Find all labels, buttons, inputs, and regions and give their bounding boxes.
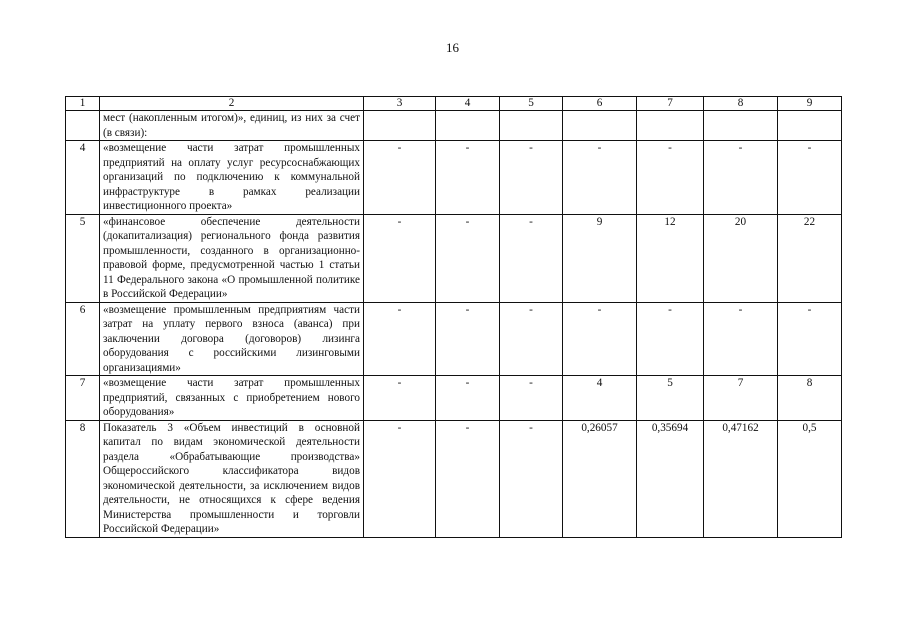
- value-cell: -: [704, 302, 778, 376]
- description-cell: «возмещение части затрат промышленных предприятий, связанных с приобретением нового оборудования»: [100, 376, 364, 421]
- value-cell: 22: [778, 214, 842, 302]
- value-cell: -: [500, 302, 563, 376]
- value-cell: 4: [563, 376, 637, 421]
- description-cell: Показатель 3 «Объем инвестиций в основной капитал по видам экономической деятельности раздела «Обрабатывающие производства» Общероссийского классификатора видов экономической деятельности, за исключением видов деятельности, не относящихся к сфере ведения Министерства промышленности и торговли Российской Федерации»: [100, 420, 364, 537]
- table-row: [66, 141, 842, 215]
- table-body: [66, 97, 842, 538]
- description-cell: мест (накопленным итогом)», единиц, из них за счет (в связи):: [100, 111, 364, 141]
- value-cell: -: [500, 376, 563, 421]
- table-row: [66, 302, 842, 376]
- table-row: [66, 376, 842, 421]
- value-cell: -: [704, 141, 778, 215]
- row-number-cell: 4: [66, 141, 100, 215]
- value-cell: -: [436, 141, 500, 215]
- row-number-cell: 8: [66, 420, 100, 537]
- table-row: [66, 111, 842, 141]
- header-cell: 6: [563, 97, 637, 111]
- value-cell: -: [500, 141, 563, 215]
- header-cell: 7: [637, 97, 704, 111]
- description-cell: «возмещение промышленным предприятиям части затрат на уплату первого взноса (аванса) при заключении договора (договоров) лизинга оборудования с российскими лизинговыми организациями»: [100, 302, 364, 376]
- value-cell: -: [500, 420, 563, 537]
- value-cell: 12: [637, 214, 704, 302]
- value-cell: -: [778, 141, 842, 215]
- value-cell: -: [436, 302, 500, 376]
- value-cell: 20: [704, 214, 778, 302]
- value-cell: 0,5: [778, 420, 842, 537]
- value-cell: 5: [637, 376, 704, 421]
- value-cell: 0,26057: [563, 420, 637, 537]
- table-row: [66, 420, 842, 537]
- value-cell: -: [778, 302, 842, 376]
- value-cell: 8: [778, 376, 842, 421]
- value-cell: -: [364, 420, 436, 537]
- row-number-cell: 6: [66, 302, 100, 376]
- value-cell: -: [364, 141, 436, 215]
- value-cell: [364, 111, 436, 141]
- value-cell: -: [436, 376, 500, 421]
- page-number: 16: [446, 40, 459, 55]
- value-cell: -: [637, 302, 704, 376]
- header-cell: 1: [66, 97, 100, 111]
- value-cell: [436, 111, 500, 141]
- indicator-table: [65, 96, 842, 538]
- table-row: [66, 214, 842, 302]
- value-cell: -: [436, 420, 500, 537]
- header-cell: 2: [100, 97, 364, 111]
- header-cell: 5: [500, 97, 563, 111]
- value-cell: [637, 111, 704, 141]
- value-cell: 9: [563, 214, 637, 302]
- header-cell: 3: [364, 97, 436, 111]
- value-cell: [563, 111, 637, 141]
- value-cell: -: [637, 141, 704, 215]
- header-cell: 9: [778, 97, 842, 111]
- description-cell: «возмещение части затрат промышленных предприятий на оплату услуг ресурсоснабжающих организаций по подключению к коммунальной инфраструктуре в рамках реализации инвестиционного проекта»: [100, 141, 364, 215]
- header-cell: 4: [436, 97, 500, 111]
- row-number-cell: 5: [66, 214, 100, 302]
- value-cell: -: [364, 214, 436, 302]
- header-cell: 8: [704, 97, 778, 111]
- value-cell: [778, 111, 842, 141]
- value-cell: -: [500, 214, 563, 302]
- row-number-cell: 7: [66, 376, 100, 421]
- value-cell: 0,47162: [704, 420, 778, 537]
- header-row: [66, 97, 842, 111]
- value-cell: -: [364, 376, 436, 421]
- value-cell: 0,35694: [637, 420, 704, 537]
- value-cell: -: [563, 141, 637, 215]
- row-number-cell: [66, 111, 100, 141]
- value-cell: -: [436, 214, 500, 302]
- value-cell: [704, 111, 778, 141]
- description-cell: «финансовое обеспечение деятельности (докапитализация) регионального фонда развития промышленности, созданного в организационно-правовой форме, предусмотренной частью 1 статьи 11 Федерального закона «О промышленной политике в Российской Федерации»: [100, 214, 364, 302]
- value-cell: [500, 111, 563, 141]
- value-cell: -: [364, 302, 436, 376]
- value-cell: 7: [704, 376, 778, 421]
- value-cell: -: [563, 302, 637, 376]
